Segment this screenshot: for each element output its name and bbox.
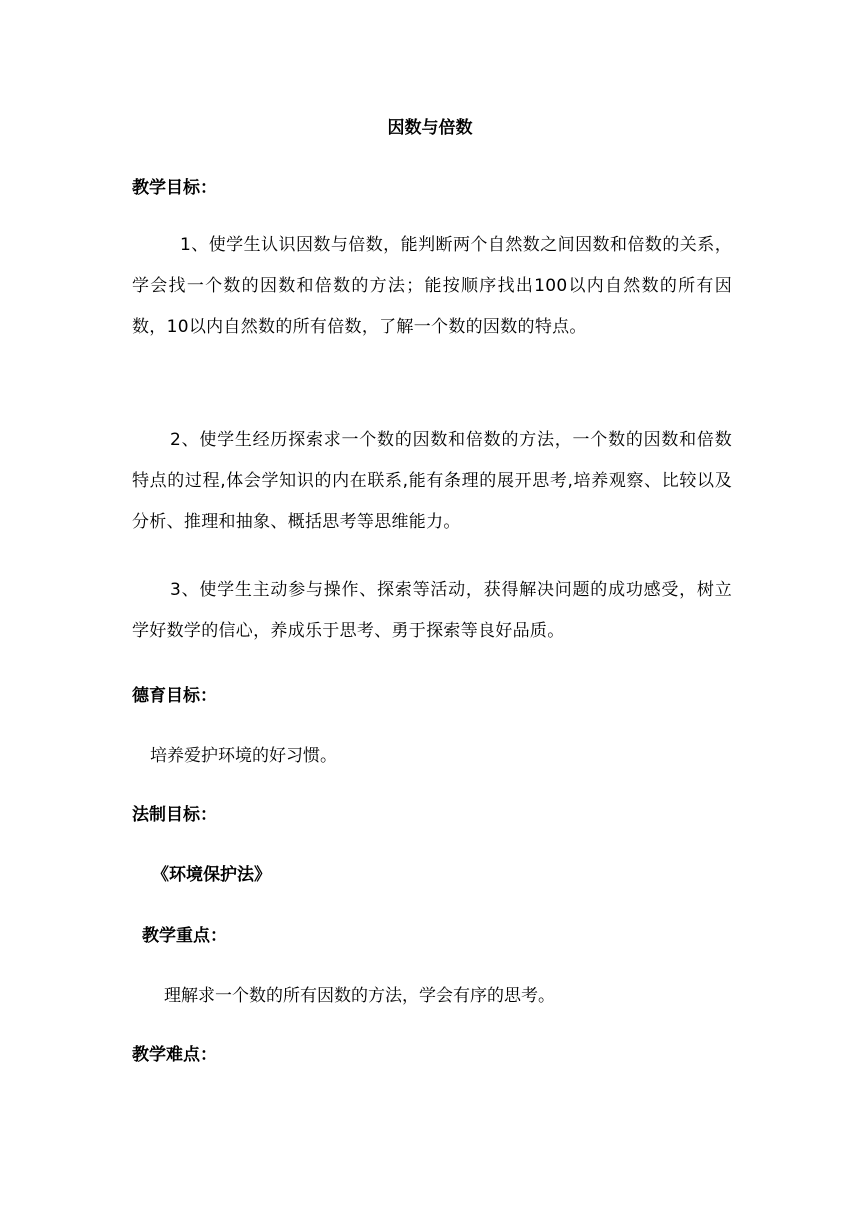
teaching-goal-item-3: 3、使学生主动参与操作、探索等活动，获得解决问题的成功感受，树立学好数学的信心，养成乐于思考、勇于探索等良好品质。 — [132, 580, 732, 641]
moral-goals-text: 培养爱护环境的好习惯。 — [150, 746, 337, 766]
legal-goals-heading: 法制目标： — [132, 805, 217, 825]
teaching-goal-item-1: 1、使学生认识因数与倍数，能判断两个自然数之间因数和倍数的关系，学会找一个数的因数和倍数的方法；能按顺序找出100以内自然数的所有因数，10以内自然数的所有倍数，了解一个数的因数的特点。 — [132, 235, 732, 337]
document-title: 因数与倍数 — [387, 118, 473, 138]
key-points-text: 理解求一个数的所有因数的方法，学会有序的思考。 — [164, 986, 555, 1006]
key-points-heading: 教学重点： — [142, 926, 227, 946]
legal-goals-text: 《环境保护法》 — [152, 865, 271, 885]
teaching-goal-item-2: 2、使学生经历探索求一个数的因数和倍数的方法，一个数的因数和倍数特点的过程,体会学知识的内在联系,能有条理的展开思考,培养观察、比较以及分析、推理和抽象、概括思考等思维能力。 — [132, 430, 732, 532]
moral-goals-heading: 德育目标： — [132, 686, 217, 706]
teaching-goals-heading: 教学目标： — [132, 178, 217, 198]
difficulties-heading: 教学难点： — [132, 1045, 217, 1065]
